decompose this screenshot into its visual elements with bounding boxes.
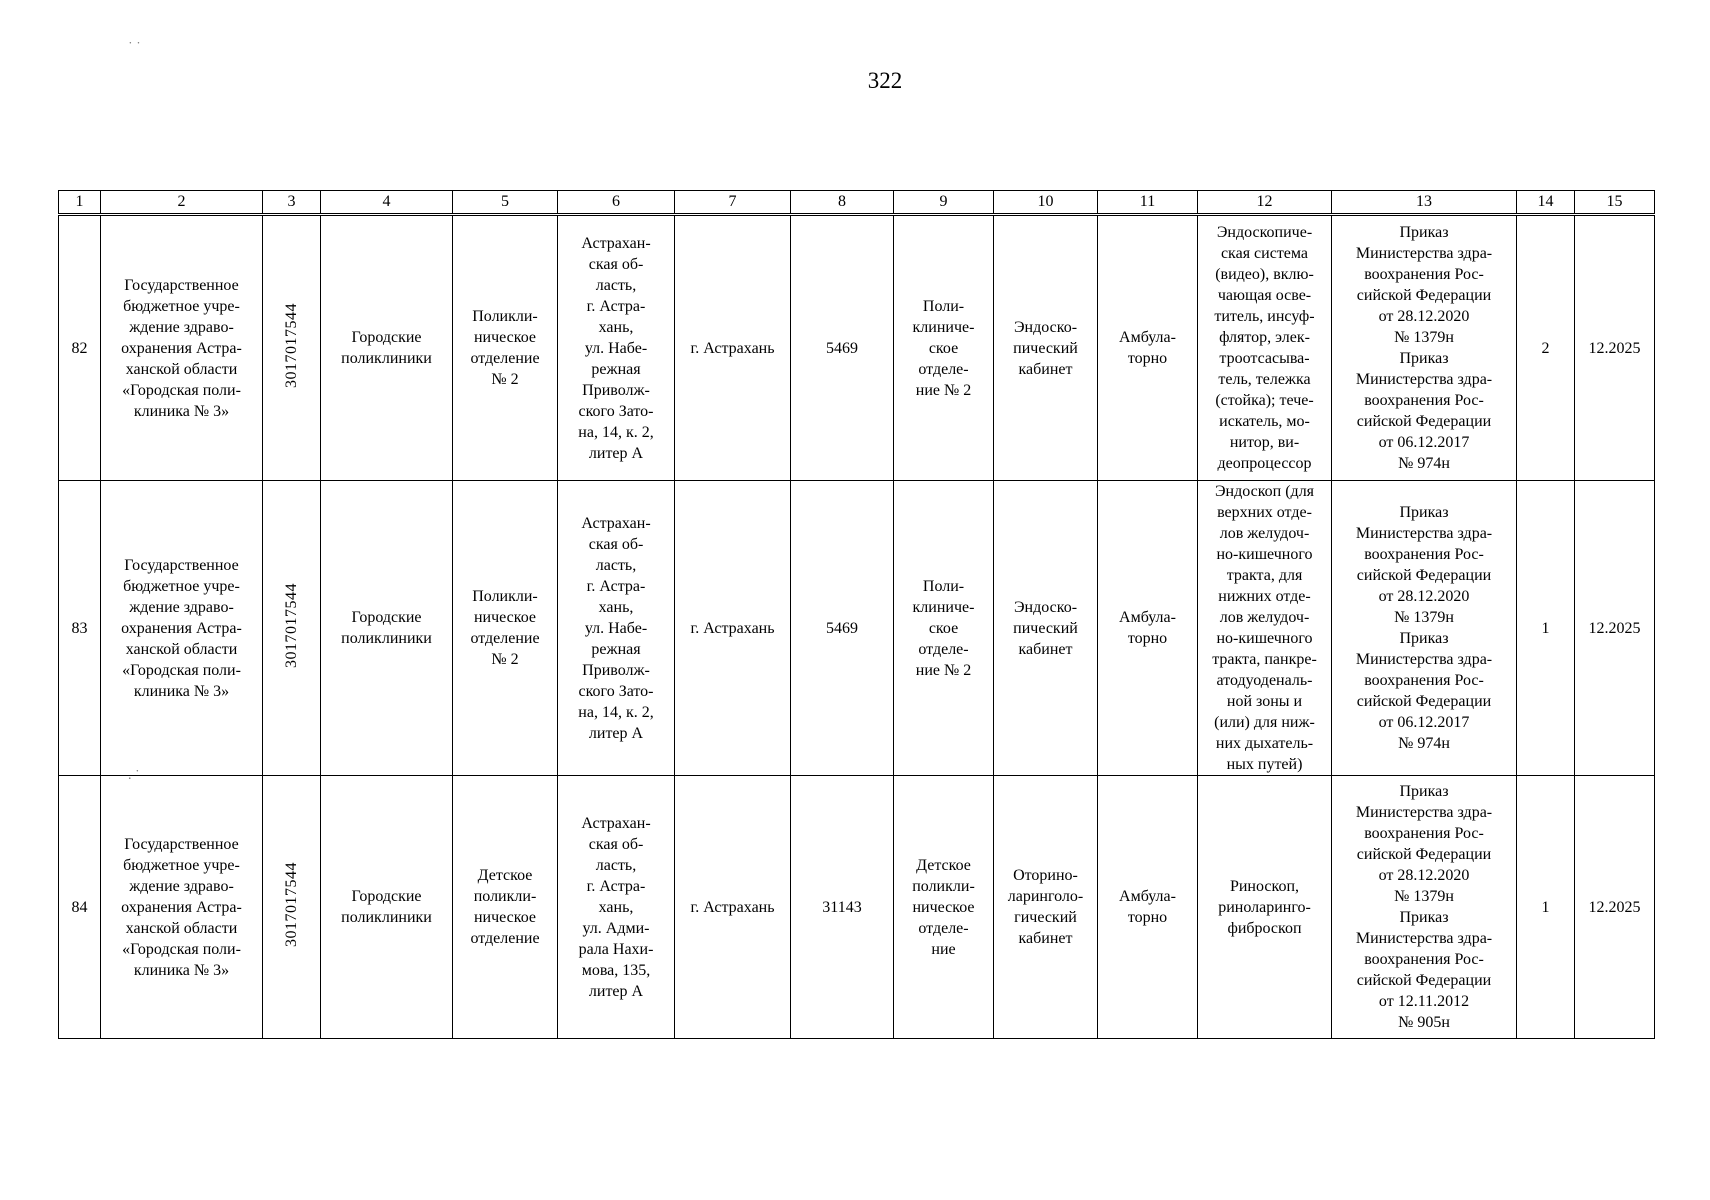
code-cell: 31143 xyxy=(791,776,894,1039)
subdivision-cell: Поли- клиниче- ское отделе- ние № 2 xyxy=(894,215,994,481)
order-reference-cell: Приказ Министерства здра- воохранения Рос- сийской Федерации от 28.12.2020 № 1379н Приказ Министерства здра- воохранения Рос- сийской Федерации от 06.12.2017 № 974н xyxy=(1332,215,1517,481)
column-number: 6 xyxy=(558,191,675,215)
organization-cell: Государственное бюджетное учре- ждение здраво- охранения Астра- ханской области «Городская поли- клиника № 3» xyxy=(101,215,263,481)
facility-type-cell: Городские поликлиники xyxy=(321,215,453,481)
quantity-cell: 1 xyxy=(1517,481,1575,776)
cabinet-cell: Оторино- ларинголо- гический кабинет xyxy=(994,776,1098,1039)
column-number: 14 xyxy=(1517,191,1575,215)
inn-value: 3017017544 xyxy=(283,582,300,668)
equipment-cell: Риноскоп, риноларинго- фиброскоп xyxy=(1198,776,1332,1039)
equipment-cell: Эндоскоп (для верхних отде- лов желудоч- но-кишечного тракта, для нижних отде- лов желудоч- но-кишечного тракта, панкре- атодуоденаль- ной зоны и (или) для ниж- них дыхатель- ных путей) xyxy=(1198,481,1332,776)
subdivision-cell: Поли- клиниче- ское отделе- ние № 2 xyxy=(894,481,994,776)
table-row xyxy=(59,776,1655,1039)
column-number: 10 xyxy=(994,191,1098,215)
column-number: 11 xyxy=(1098,191,1198,215)
department-cell: Поликли- ническое отделение № 2 xyxy=(453,481,558,776)
column-number: 13 xyxy=(1332,191,1517,215)
column-number: 1 xyxy=(59,191,101,215)
equipment-cell: Эндоскопиче- ская система (видео), вклю- чающая осве- титель, инсуф- флятор, элек- троотсасыва- тель, тележка (стойка); тече- искатель, мо- нитор, ви- деопроцессор xyxy=(1198,215,1332,481)
column-number: 12 xyxy=(1198,191,1332,215)
inn-value: 3017017544 xyxy=(283,861,300,947)
care-conditions-cell: Амбула- торно xyxy=(1098,215,1198,481)
code-cell: 5469 xyxy=(791,215,894,481)
facility-type-cell: Городские поликлиники xyxy=(321,776,453,1039)
organization-cell: Государственное бюджетное учре- ждение здраво- охранения Астра- ханской области «Городская поли- клиника № 3» xyxy=(101,776,263,1039)
date-cell: 12.2025 xyxy=(1575,215,1655,481)
page-number: 322 xyxy=(867,68,903,93)
row-number-cell: 84 xyxy=(59,776,101,1039)
quantity-cell: 1 xyxy=(1517,776,1575,1039)
department-cell: Детское поликли- ническое отделение xyxy=(453,776,558,1039)
column-number: 3 xyxy=(263,191,321,215)
column-number: 15 xyxy=(1575,191,1655,215)
care-conditions-cell: Амбула- торно xyxy=(1098,776,1198,1039)
code-cell: 5469 xyxy=(791,481,894,776)
row-number-cell: 82 xyxy=(59,215,101,481)
subdivision-cell: Детское поликли- ническое отделе- ние xyxy=(894,776,994,1039)
column-number: 9 xyxy=(894,191,994,215)
column-number-row xyxy=(59,191,1655,215)
table-row xyxy=(59,215,1655,481)
quantity-cell: 2 xyxy=(1517,215,1575,481)
column-number: 4 xyxy=(321,191,453,215)
column-number: 8 xyxy=(791,191,894,215)
address-cell: Астрахан- ская об- ласть, г. Астра- хань, ул. Набе- режная Приволж- ского Зато- на, 14, к. 2, литер А xyxy=(558,481,675,776)
row-number-cell: 83 xyxy=(59,481,101,776)
column-number: 5 xyxy=(453,191,558,215)
date-cell: 12.2025 xyxy=(1575,776,1655,1039)
document-table xyxy=(58,190,1655,1039)
column-number: 2 xyxy=(101,191,263,215)
cabinet-cell: Эндоско- пический кабинет xyxy=(994,481,1098,776)
organization-cell: Государственное бюджетное учре- ждение здраво- охранения Астра- ханской области «Городская поли- клиника № 3» xyxy=(101,481,263,776)
date-cell: 12.2025 xyxy=(1575,481,1655,776)
city-cell: г. Астрахань xyxy=(675,481,791,776)
column-number: 7 xyxy=(675,191,791,215)
scan-artifact-mark: ˙ ˙ xyxy=(128,40,141,55)
city-cell: г. Астрахань xyxy=(675,776,791,1039)
facility-type-cell: Городские поликлиники xyxy=(321,481,453,776)
address-cell: Астрахан- ская об- ласть, г. Астра- хань, ул. Адми- рала Нахи- мова, 135, литер А xyxy=(558,776,675,1039)
table-row xyxy=(59,481,1655,776)
order-reference-cell: Приказ Министерства здра- воохранения Рос- сийской Федерации от 28.12.2020 № 1379н Приказ Министерства здра- воохранения Рос- сийской Федерации от 06.12.2017 № 974н xyxy=(1332,481,1517,776)
address-cell: Астрахан- ская об- ласть, г. Астра- хань, ул. Набе- режная Приволж- ского Зато- на, 14, к. 2, литер А xyxy=(558,215,675,481)
order-reference-cell: Приказ Министерства здра- воохранения Рос- сийской Федерации от 28.12.2020 № 1379н Приказ Министерства здра- воохранения Рос- сийской Федерации от 12.11.2012 № 905н xyxy=(1332,776,1517,1039)
city-cell: г. Астрахань xyxy=(675,215,791,481)
inn-cell xyxy=(263,215,321,481)
scan-artifact-mark: . ˙ xyxy=(128,768,140,783)
inn-cell xyxy=(263,481,321,776)
care-conditions-cell: Амбула- торно xyxy=(1098,481,1198,776)
inn-value: 3017017544 xyxy=(283,302,300,388)
cabinet-cell: Эндоско- пический кабинет xyxy=(994,215,1098,481)
department-cell: Поликли- ническое отделение № 2 xyxy=(453,215,558,481)
inn-cell xyxy=(263,776,321,1039)
